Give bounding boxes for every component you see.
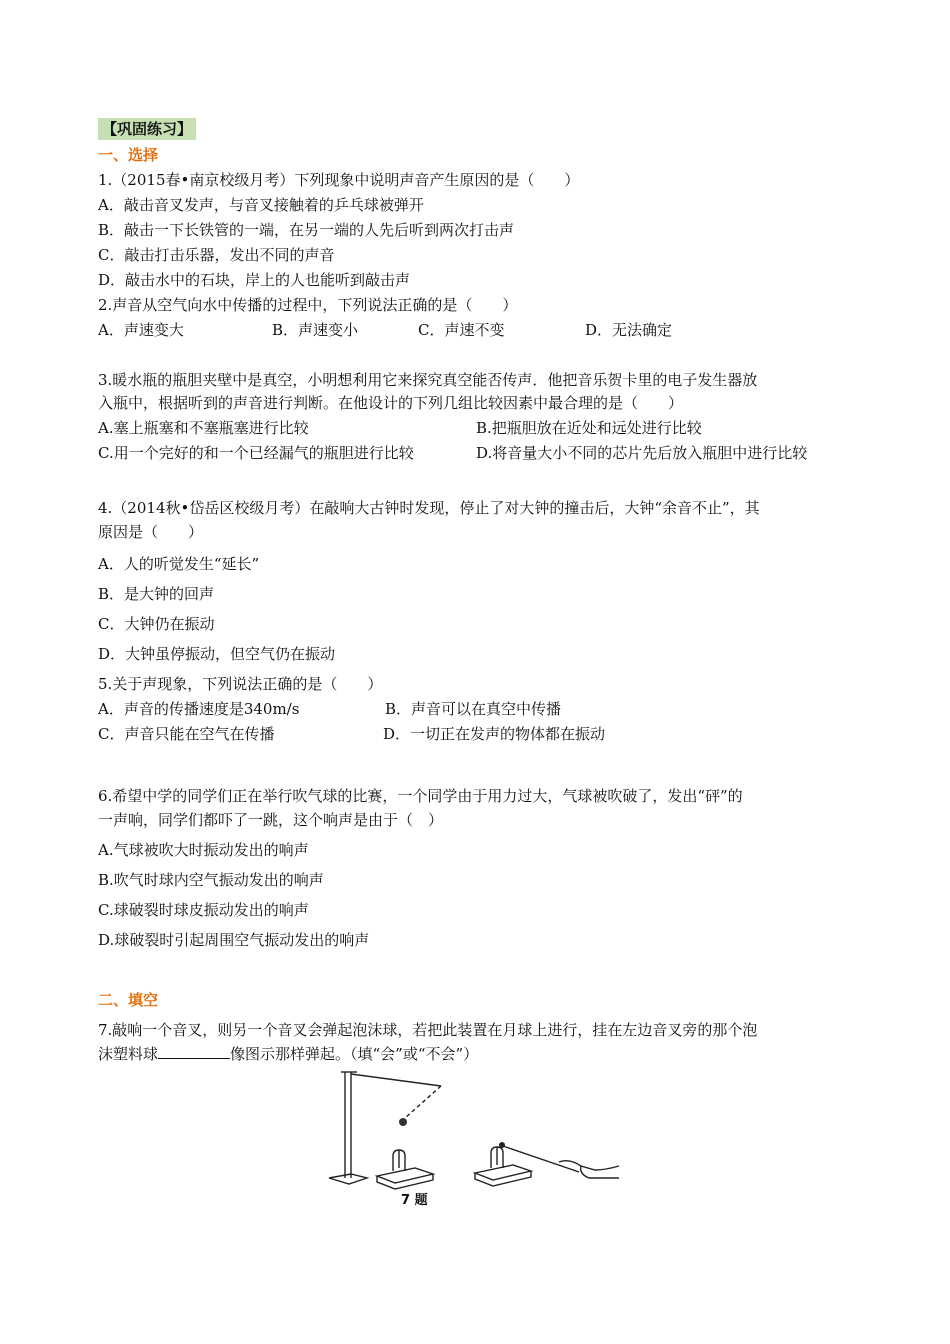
q7-figure-caption: 7 题	[401, 1193, 428, 1208]
q2-option-c: C．声速不变	[418, 321, 505, 339]
q4-option-d: D．大钟虽停振动，但空气仍在振动	[98, 645, 336, 663]
q3-stem-line1: 3.暖水瓶的瓶胆夹壁中是真空，小明想利用它来探究真空能否传声．他把音乐贺卡里的电子发生器放	[98, 371, 758, 389]
q2-option-b: B．声速变小	[272, 321, 359, 339]
q5-option-b: B．声音可以在真空中传播	[385, 700, 562, 718]
section-title-choice: 一、选择	[98, 146, 159, 164]
q1-option-a: A．敲击音叉发声，与音叉接触着的乒乓球被弹开	[98, 196, 424, 214]
q5-option-d: D．一切正在发声的物体都在振动	[383, 725, 606, 743]
q5-stem: 5.关于声现象，下列说法正确的是（ ）	[98, 675, 383, 693]
q7-tuning-fork-figure	[323, 1066, 623, 1208]
q6-option-d: D.球破裂时引起周围空气振动发出的响声	[98, 931, 370, 949]
q3-option-a: A.塞上瓶塞和不塞瓶塞进行比较	[98, 419, 309, 437]
q1-option-b: B．敲击一下长铁管的一端，在另一端的人先后听到两次打击声	[98, 221, 515, 239]
q2-option-a: A．声速变大	[98, 321, 184, 339]
q6-option-a: A.气球被吹大时振动发出的响声	[98, 841, 309, 859]
section-title-fill: 二、填空	[98, 991, 159, 1009]
q6-stem-line2: 一声响，同学们都吓了一跳，这个响声是由于（ ）	[98, 811, 444, 829]
q1-stem: 1.（2015春•南京校级月考）下列现象中说明声音产生原因的是（ ）	[98, 171, 580, 189]
q4-option-b: B．是大钟的回声	[98, 585, 215, 603]
q7-answer-blank[interactable]	[158, 1044, 230, 1059]
q7-stem-line2	[98, 1044, 478, 1064]
q4-option-a: A．人的听觉发生“延长”	[98, 555, 260, 573]
q2-stem: 2.声音从空气向水中传播的过程中，下列说法正确的是（ ）	[98, 296, 518, 314]
q2-option-d: D．无法确定	[585, 321, 673, 339]
q6-stem-line1: 6.希望中学的同学们正在举行吹气球的比赛，一个同学由于用力过大，气球被吹破了，发出“砰”的	[98, 787, 743, 805]
q3-option-d: D.将音量大小不同的芯片先后放入瓶胆中进行比较	[476, 444, 808, 462]
q5-option-c: C．声音只能在空气在传播	[98, 725, 275, 743]
q6-option-c: C.球破裂时球皮振动发出的响声	[98, 901, 309, 919]
mallet-head-icon	[499, 1142, 505, 1148]
q1-option-d: D．敲击水中的石块，岸上的人也能听到敲击声	[98, 271, 411, 289]
foam-ball-icon	[399, 1118, 407, 1126]
q4-stem-line1: 4.（2014秋•岱岳区校级月考）在敲响大古钟时发现，停止了对大钟的撞击后，大钟“余音不止”，其	[98, 499, 760, 517]
q6-option-b: B.吹气时球内空气振动发出的响声	[98, 871, 324, 889]
q7-stem-part1: 沫塑料球	[98, 1045, 159, 1063]
q1-option-c: C．敲击打击乐器，发出不同的声音	[98, 246, 335, 264]
q5-option-a: A．声音的传播速度是340m/s	[98, 700, 300, 718]
q4-option-c: C．大钟仍在振动	[98, 615, 215, 633]
q3-option-b: B.把瓶胆放在近处和远处进行比较	[476, 419, 702, 437]
q7-stem-part2: 像图示那样弹起。（填“会”或“不会”）	[230, 1045, 479, 1063]
section-header-consolidation: 【巩固练习】	[98, 118, 196, 140]
q7-stem-line1: 7.敲响一个音叉，则另一个音叉会弹起泡沫球，若把此装置在月球上进行，挂在左边音叉旁的那个泡	[98, 1021, 758, 1039]
q3-stem-line2: 入瓶中，根据听到的声音进行判断。在他设计的下列几组比较因素中最合理的是（ ）	[98, 394, 684, 412]
q3-option-c: C.用一个完好的和一个已经漏气的瓶胆进行比较	[98, 444, 414, 462]
q4-stem-line2: 原因是（ ）	[98, 523, 204, 541]
